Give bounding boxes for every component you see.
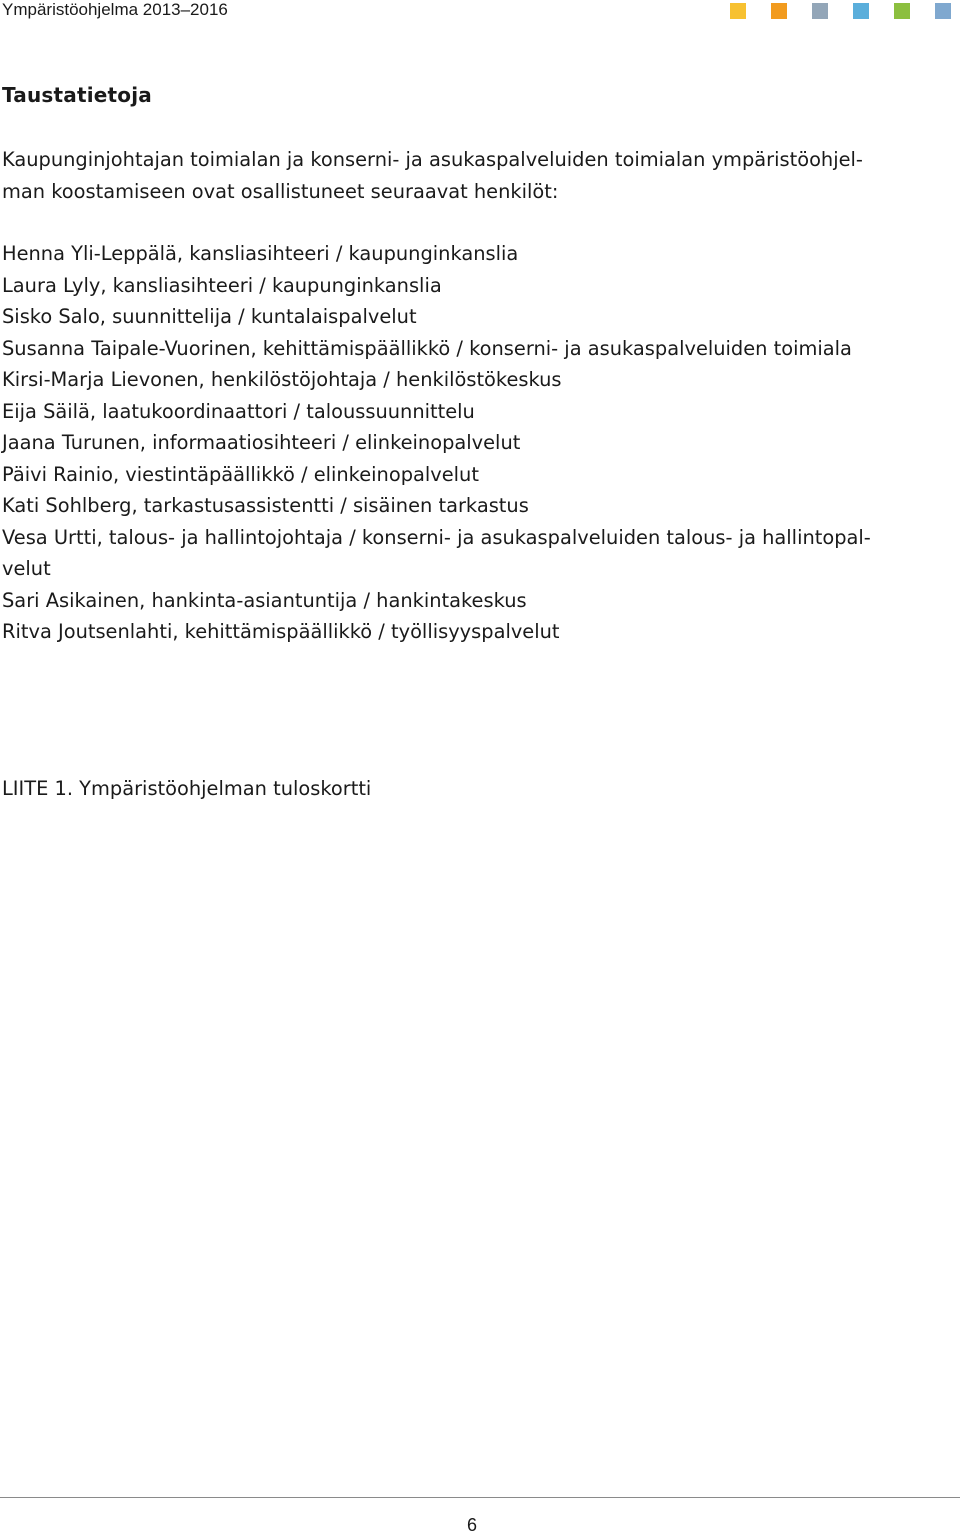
- list-item: Sari Asikainen, hankinta-asiantuntija / hankintakeskus: [2, 588, 527, 612]
- list-item: Laura Lyly, kansliasihteeri / kaupunginkanslia: [2, 273, 442, 297]
- list-item: Sisko Salo, suunnittelija / kuntalaispalvelut: [2, 305, 417, 328]
- appendix-label: LIITE 1. Ympäristöohjelman tuloskortti: [2, 777, 372, 800]
- document-header-title: Ympäristöohjelma 2013–2016: [2, 0, 228, 19]
- list-item: Jaana Turunen, informaatiosihteeri / elinkeinopalvelut: [2, 431, 521, 454]
- section-heading: Taustatietoja: [2, 83, 152, 107]
- list-item: Susanna Taipale-Vuorinen, kehittämispäällikkö / konserni- ja asukaspalveluiden toimiala: [2, 336, 852, 360]
- color-square-steel: [935, 3, 951, 19]
- list-item: Päivi Rainio, viestintäpäällikkö / elinkeinopalvelut: [2, 462, 479, 486]
- participants-list: [2, 238, 957, 648]
- color-square-blue: [853, 3, 869, 19]
- intro-line: man koostamiseen ovat osallistuneet seuraavat henkilöt:: [2, 179, 559, 203]
- color-square-yellow: [730, 3, 746, 19]
- list-item: Henna Yli-Leppälä, kansliasihteeri / kaupunginkanslia: [2, 242, 519, 265]
- intro-line: Kaupunginjohtajan toimialan ja konserni- ja asukaspalveluiden toimialan ympäristöohjel-: [2, 148, 863, 171]
- list-item: Vesa Urtti, talous- ja hallintojohtaja / konserni- ja asukaspalveluiden talous- ja hallintopal-: [2, 525, 871, 549]
- footer-divider: [0, 1497, 960, 1498]
- list-item: Kirsi-Marja Lievonen, henkilöstöjohtaja / henkilöstökeskus: [2, 368, 562, 391]
- list-item: Kati Sohlberg, tarkastusassistentti / sisäinen tarkastus: [2, 494, 529, 517]
- header-color-squares: [730, 3, 960, 20]
- list-item: Ritva Joutsenlahti, kehittämispäällikkö / työllisyyspalvelut: [2, 620, 560, 643]
- page-number: 6: [467, 1515, 478, 1535]
- list-item: velut: [2, 557, 51, 580]
- intro-paragraph: [2, 144, 952, 207]
- color-square-green: [894, 3, 910, 19]
- color-square-orange: [771, 3, 787, 19]
- list-item: Eija Säilä, laatukoordinaattori / taloussuunnittelu: [2, 399, 475, 423]
- color-square-gray: [812, 3, 828, 19]
